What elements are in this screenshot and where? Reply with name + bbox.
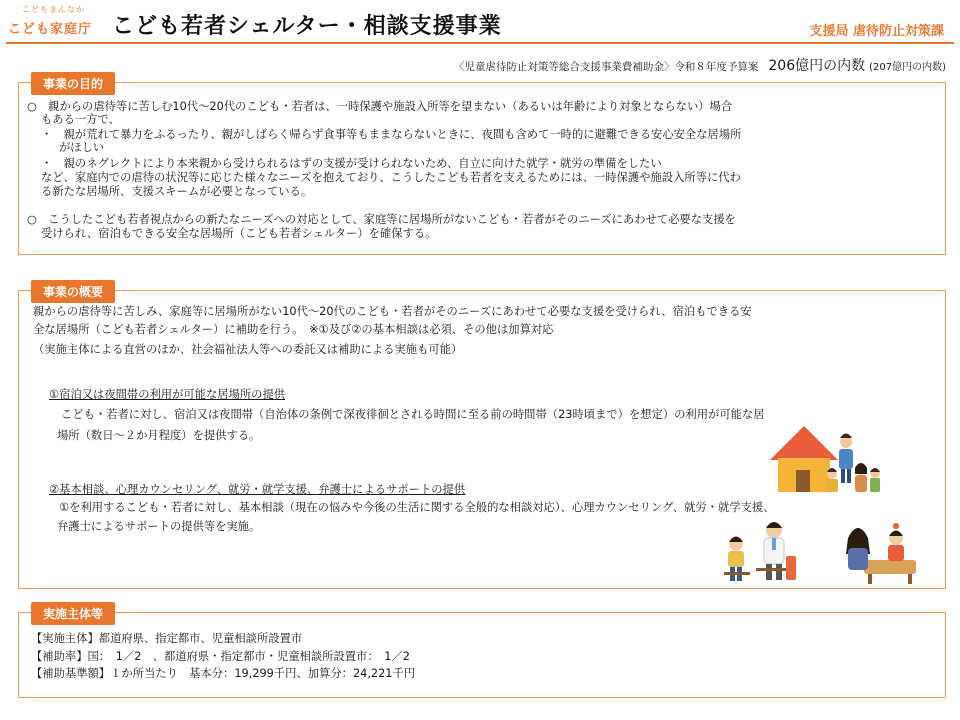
item2-line: ①を利用するこども・若者に対し、基本相談（現在の悩みや今後の生活に関する全般的な相談対応）、心理カウンセリング、就労・就学支援、 xyxy=(59,501,775,514)
purpose-line: がほしい xyxy=(59,141,105,154)
page-title: こども若者シェルター・相談支援事業 xyxy=(112,14,502,39)
purpose-line: 受けられ、宿泊もできる安全な居場所（こども若者シェルター）を確保する。 xyxy=(41,227,437,240)
purpose-line: ・ 親のネグレクトにより本来親から受けられるはずの支援が受けられないため、自立に向けた就学・就労の準備をしたい xyxy=(41,157,662,170)
budget-line xyxy=(454,55,946,75)
budget-previous: (207億円の内数) xyxy=(869,62,946,73)
implementer-label: 実施主体等 xyxy=(31,602,115,625)
logo-name: こども家庭庁 xyxy=(8,22,93,37)
purpose-line: ・ 親が荒れて暴力をふるったり、親がしばらく帰らず食事等もままならないときに、夜間も含めて一時的に避難できる安心安全な居場所 xyxy=(41,128,742,141)
purpose-label: 事業の目的 xyxy=(31,72,115,95)
purpose-line: ○ 親からの虐待等に苦しむ10代～20代のこども・若者は、一時保護や施設入所等を望まない（あるいは年齢により対象とならない）場合 xyxy=(27,100,733,113)
implementer-line: 【実施主体】都道府県、指定都市、児童相談所設置市 xyxy=(31,632,303,645)
header-divider xyxy=(6,42,954,44)
purpose-line: ○ こうしたこども若者視点からの新たなニーズへの対応として、家庭等に居場所がないこども・若者がそのニーズにあわせて必要な支援を xyxy=(27,213,736,226)
purpose-line: など、家庭内での虐待の状況等に応じた様々なニーズを抱えており、こうしたこども若者を支えるためには、一時保護や施設入所等に代わ xyxy=(41,171,741,184)
item1-line: 場所（数日～２か月程度）を提供する。 xyxy=(57,429,261,442)
implementer-line: 【補助率】国： 1／2 、都道府県・指定都市・児童相談所設置市： 1／2 xyxy=(31,650,410,663)
department-label: 支援局 虐待防止対策課 xyxy=(809,24,944,39)
item2-title: ②基本相談、心理カウンセリング、就労・就学支援、弁護士によるサポートの提供 xyxy=(49,483,466,496)
purpose-section xyxy=(18,77,946,255)
counseling-illustration xyxy=(838,516,918,586)
implementer-section xyxy=(18,607,946,698)
item1-title: ①宿泊又は夜間帯の利用が可能な居場所の提供 xyxy=(49,388,286,401)
doctor-consultation-illustration xyxy=(722,516,800,586)
overview-intro-line: 全な居場所（こども若者シェルター）に補助を行う。 ※①及び②の基本相談は必須、その他は加算対応 xyxy=(33,323,554,336)
item2-line: 弁護士によるサポートの提供等を実施。 xyxy=(57,520,261,533)
logo-tagline: こどもまんなか xyxy=(22,5,85,14)
agency-logo xyxy=(8,4,100,40)
budget-amount: 206億円の内数 xyxy=(768,58,866,74)
implementer-line: 【補助基準額】１か所当たり 基本分：19,299千円、加算分：24,221千円 xyxy=(31,667,416,680)
purpose-line: もある一方で、 xyxy=(41,113,120,126)
overview-intro-line: 親からの虐待等に苦しみ、家庭等に居場所がない10代～20代のこども・若者がそのニーズにあわせて必要な支援を受けられ、宿泊もできる安 xyxy=(33,305,752,318)
overview-intro-line: （実施主体による直営のほか、社会福祉法人等への委託又は補助による実施も可能） xyxy=(33,343,463,356)
budget-source: 〈児童虐待防止対策等総合支援事業費補助金〉令和８年度予算案 xyxy=(453,61,759,73)
item1-line: こども・若者に対し、宿泊又は夜間帯（自治体の条例で深夜徘徊とされる時間に至る前の時間帯（23時頃まで）を想定）の利用が可能な居 xyxy=(61,408,765,421)
overview-label: 事業の概要 xyxy=(31,280,115,303)
house-with-family-illustration xyxy=(766,422,884,498)
purpose-line: る新たな居場所、支援スキームが必要となっている。 xyxy=(41,185,313,198)
